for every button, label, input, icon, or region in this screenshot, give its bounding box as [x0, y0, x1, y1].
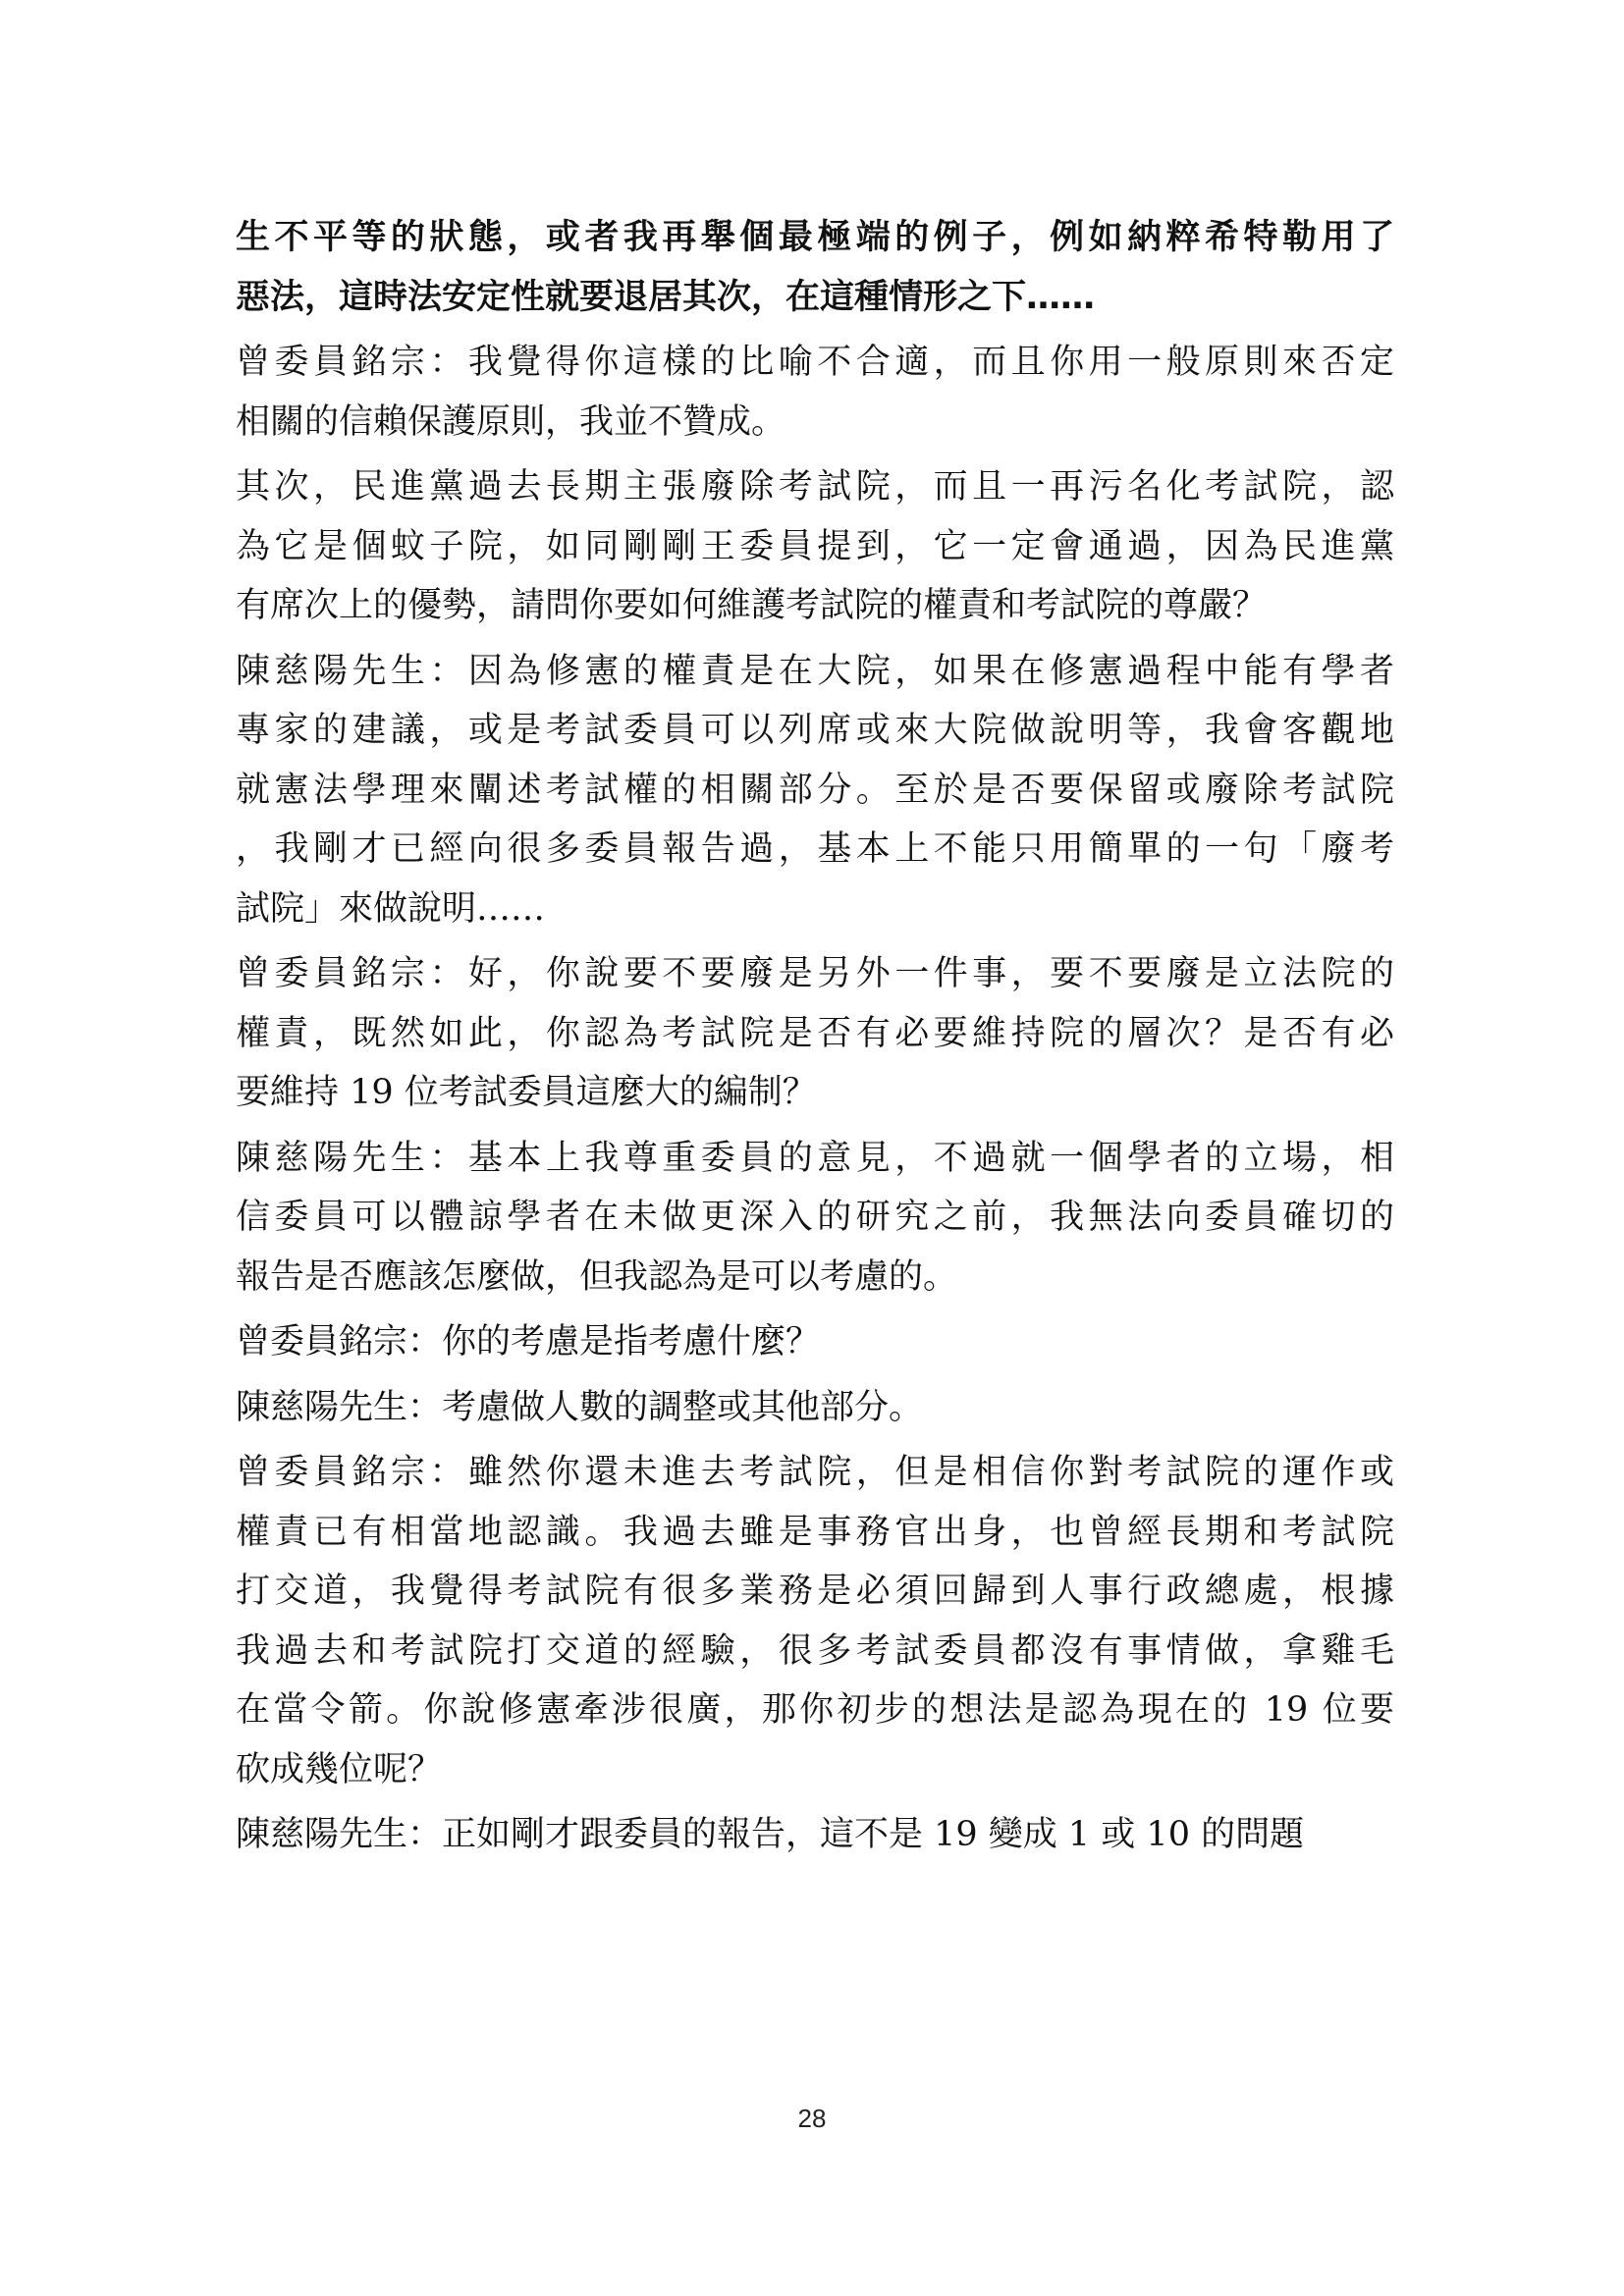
transcript-line: 權責已有相當地認識。我過去雖是事務官出身，也曾經長期和考試院: [236, 1512, 1394, 1552]
transcript-line: 相關的信賴保護原則，我並不贊成。: [236, 401, 786, 442]
transcript-line: 有席次上的優勢，請問你要如何維護考試院的權責和考試院的尊嚴？: [236, 586, 1268, 625]
transcript-paragraph: [236, 1129, 1394, 1308]
transcript-line: 惡法，這時法安定性就要退居其次，在這種情形之下……: [236, 277, 1096, 317]
transcript-line: 要維持 19 位考試委員這麼大的編制？: [236, 1073, 817, 1112]
page-number: 28: [797, 2104, 827, 2133]
transcript-line: 陳慈陽先生：因為修憲的權責是在大院，如果在修憲過程中能有學者: [236, 651, 1394, 691]
transcript-paragraph: [236, 208, 1394, 327]
transcript-line: 為它是個蚊子院，如同剛剛王委員提到，它一定會通過，因為民進黨: [236, 526, 1394, 566]
transcript-line: 信委員可以體諒學者在未做更深入的研究之前，我無法向委員確切的: [236, 1198, 1394, 1237]
transcript-line: 其次，民進黨過去長期主張廢除考試院，而且一再污名化考試院，認: [236, 467, 1394, 507]
transcript-line: 就憲法學理來闡述考試權的相關部分。至於是否要保留或廢除考試院: [236, 770, 1394, 810]
transcript-paragraph: [236, 642, 1394, 939]
transcript-line: 陳慈陽先生：正如剛才跟委員的報告，這不是 19 變成 1 或 10 的問題: [236, 1815, 1305, 1854]
transcript-line: 在當令箭。你說修憲牽涉很廣，那你初步的想法是認為現在的 19 位要: [236, 1690, 1394, 1730]
transcript-line: ，我剛才已經向很多委員報告過，基本上不能只用簡單的一句「廢考: [236, 829, 1394, 869]
transcript-line: 陳慈陽先生：考慮做人數的調整或其他部分。: [236, 1387, 924, 1427]
transcript-line: 試院」來做說明……: [236, 888, 546, 929]
transcript-line: 生不平等的狀態，或者我再舉個最極端的例子，例如納粹希特勒用了: [236, 218, 1394, 257]
transcript-line: 專家的建議，或是考試委員可以列席或來大院做說明等，我會客觀地: [236, 711, 1394, 750]
transcript-paragraph: [236, 1805, 1394, 1865]
transcript-line: 曾委員銘宗：好，你說要不要廢是另外一件事，要不要廢是立法院的: [236, 954, 1394, 993]
transcript-paragraph: [236, 1378, 1394, 1438]
transcript-line: 砍成幾位呢？: [236, 1749, 443, 1789]
transcript-paragraph: [236, 333, 1394, 452]
transcript-line: 曾委員銘宗：你的考慮是指考慮什麼？: [236, 1322, 821, 1362]
transcript-line: 曾委員銘宗：我覺得你這樣的比喻不合適，而且你用一般原則來否定: [236, 343, 1394, 382]
transcript-paragraph: [236, 457, 1394, 636]
transcript-line: 報告是否應該怎麼做，但我認為是可以考慮的。: [236, 1256, 958, 1297]
transcript-line: 我過去和考試院打交道的經驗，很多考試委員都沒有事情做，拿雞毛: [236, 1630, 1394, 1671]
transcript-paragraph: [236, 1443, 1394, 1799]
transcript-paragraph: [236, 944, 1394, 1123]
transcript-paragraph: [236, 1312, 1394, 1372]
transcript-line: 陳慈陽先生：基本上我尊重委員的意見，不過就一個學者的立場，相: [236, 1138, 1394, 1178]
transcript-body: [236, 208, 1394, 1865]
transcript-line: 曾委員銘宗：雖然你還未進去考試院，但是相信你對考試院的運作或: [236, 1453, 1394, 1492]
transcript-line: 打交道，我覺得考試院有很多業務是必須回歸到人事行政總處，根據: [236, 1572, 1394, 1611]
transcript-line: 權責，既然如此，你認為考試院是否有必要維持院的層次？是否有必: [236, 1013, 1394, 1053]
